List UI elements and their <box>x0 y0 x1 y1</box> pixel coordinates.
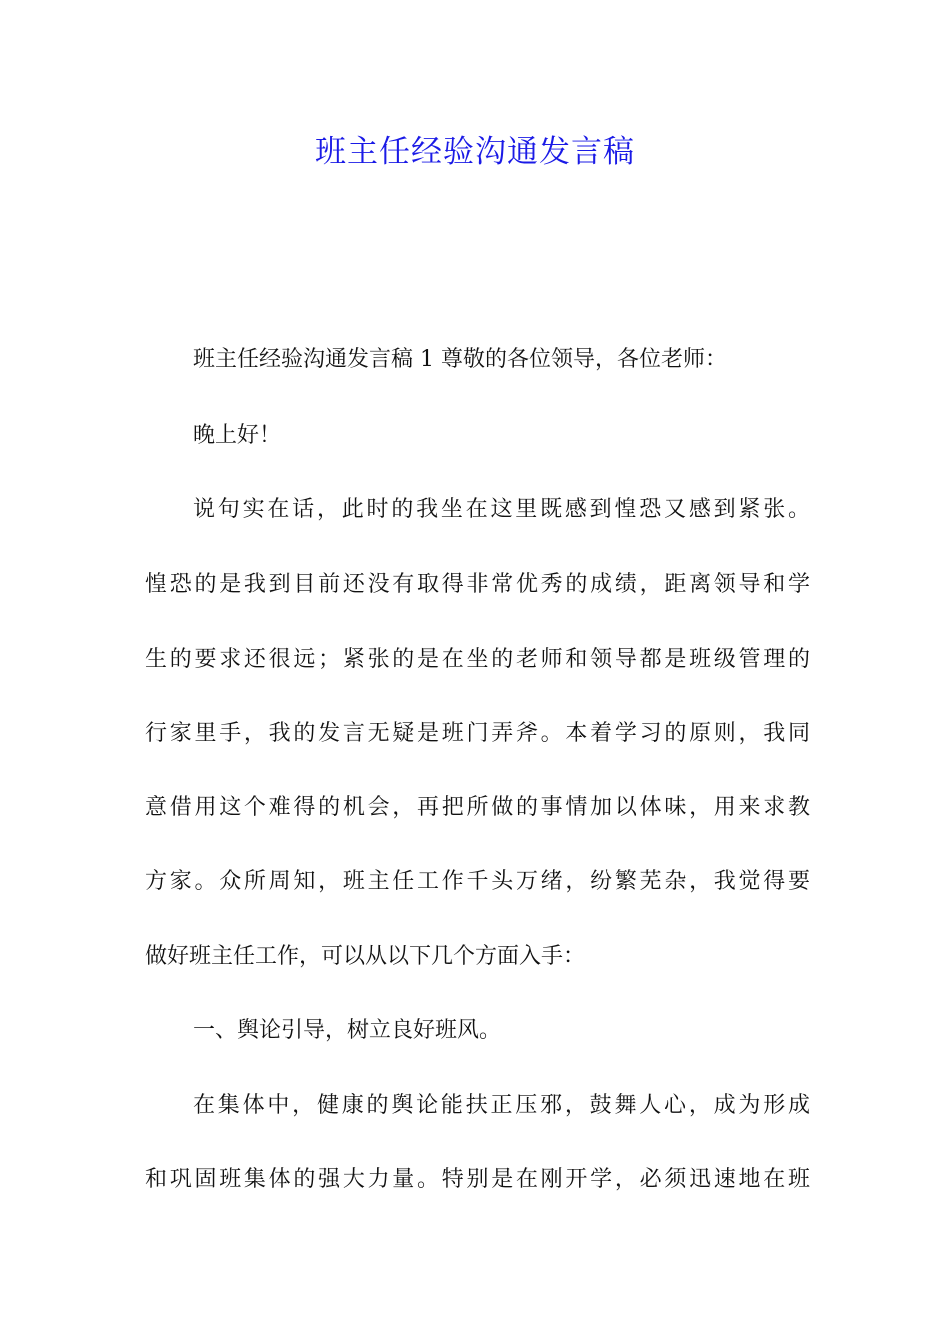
paragraph-line: 生的要求还很远；紧张的是在坐的老师和领导都是班级管理的 <box>145 647 810 672</box>
paragraph-line: 做好班主任工作，可以从以下几个方面入手： <box>145 944 586 969</box>
paragraph-line: 意借用这个难得的机会，再把所做的事情加以体味，用来求教 <box>145 795 810 820</box>
paragraph-line: 方家。众所周知，班主任工作千头万绪，纷繁芜杂，我觉得要 <box>145 869 810 894</box>
paragraph-line-greeting: 晚上好！ <box>193 423 282 448</box>
paragraph-line: 惶恐的是我到目前还没有取得非常优秀的成绩，距离领导和学 <box>145 572 810 597</box>
paragraph-line-salutation: 班主任经验沟通发言稿 1 尊敬的各位领导，各位老师： <box>193 347 727 372</box>
paragraph-line: 行家里手，我的发言无疑是班门弄斧。本着学习的原则，我同 <box>145 721 810 746</box>
paragraph-line: 说句实在话，此时的我坐在这里既感到惶恐又感到紧张。 <box>193 497 810 522</box>
paragraph-line: 在集体中，健康的舆论能扶正压邪，鼓舞人心，成为形成 <box>193 1093 810 1118</box>
paragraph-line: 和巩固班集体的强大力量。特别是在刚开学，必须迅速地在班 <box>145 1167 810 1192</box>
section-heading-line: 一、舆论引导，树立良好班风。 <box>193 1018 502 1043</box>
document-title: 班主任经验沟通发言稿 <box>315 134 635 170</box>
